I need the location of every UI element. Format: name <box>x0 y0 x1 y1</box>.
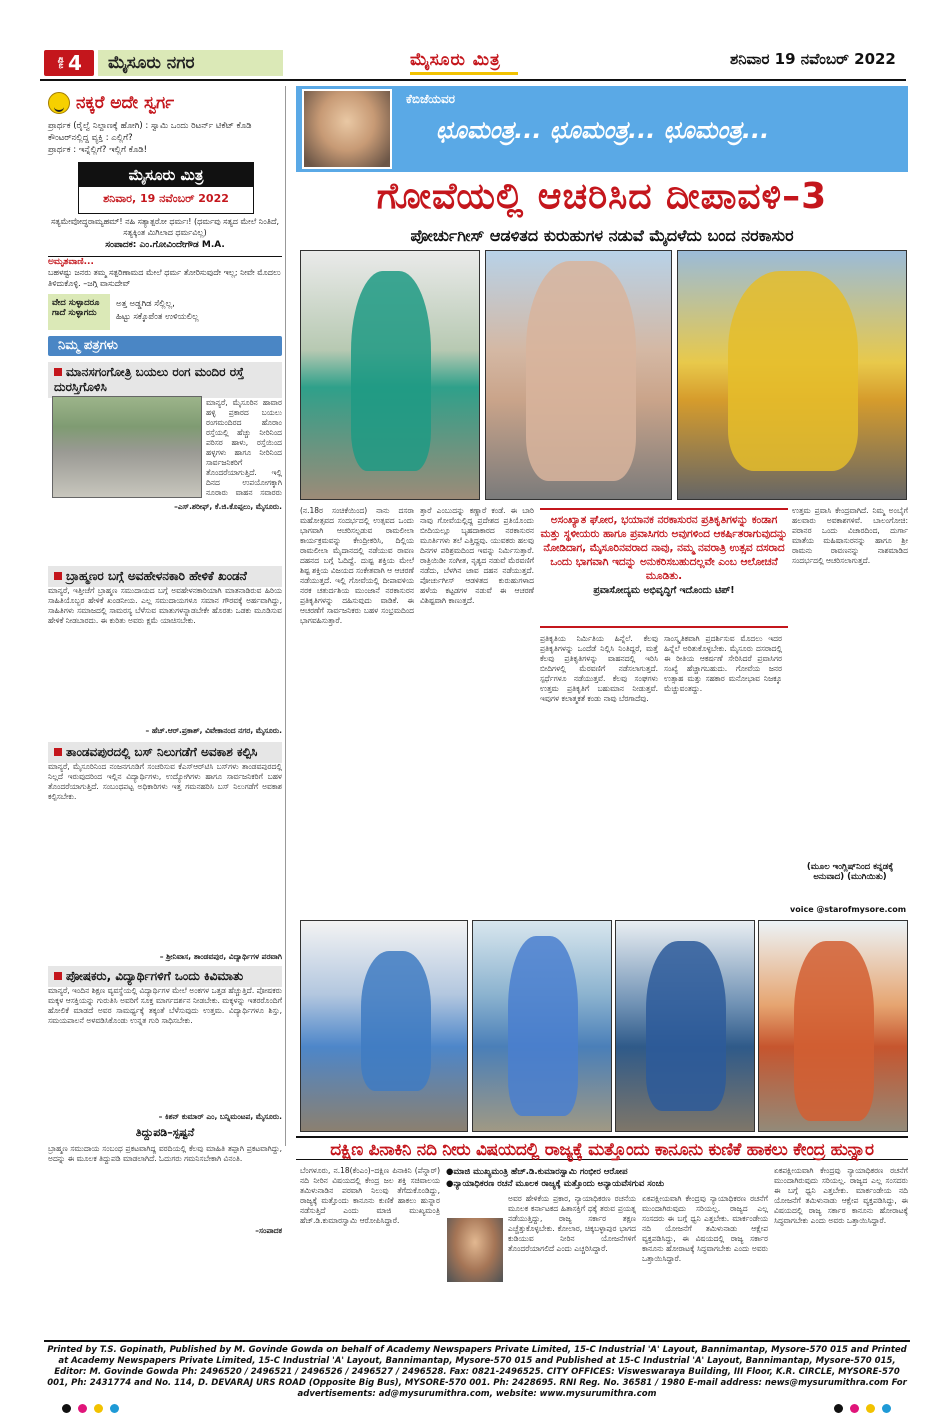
amrutha-vani <box>48 256 282 292</box>
joke-box <box>48 120 282 156</box>
pull-quote-text: ಅಸಂಖ್ಯಾತ ಘೋರ, ಭಯಾನಕ ನರಕಾಸುರನ ಪ್ರತಿಕೃತಿಗಳನ್ನು ಕಂಡಾಗ ಮತ್ತು ಸ್ಥಳೀಯರು ಹಾಗೂ ಪ್ರವಾಸಿಗರು ಅವುಗಳಿಂದ ಆಕರ್ಷಿತರಾಗುವುದನ್ನು ನೋಡಿದಾಗ, ಮೈಸೂರಿನವರಾದ ನಾವು, ನಮ್ಮ ನವರಾತ್ರಿ ಉತ್ಸವ ದಸರಾದ ಒಂದು ಭಾಗವಾಗಿ ಇದನ್ನು ಅನುಕರಿಸಬಹುದಲ್ಲವೇ ಎಂಬ ಆಲೋಚನೆ ಮೂಡಿತು. <box>540 514 788 582</box>
mitra-logo: ಮೈಸೂರು ಮಿತ್ರ <box>79 163 253 187</box>
bottom-subheads <box>446 1166 768 1190</box>
header-rule <box>40 79 906 81</box>
issue-date: ಶನಿವಾರ 19 ನವೆಂಬರ್ 2022 <box>730 50 896 68</box>
letter-body: ಮಾನ್ಯರೆ, ಮೈಸೂರಿನ ಹಾವಾರ ಹಳ್ಳಿ ಪ್ರಕಾರದ ಬಯಲು ರಂಗಮಂದಿರದ ಹೊರಾಂ ರಸ್ತೆಯಲ್ಲಿ ಹೆಚ್ಚು ನೀರಿನಿಂದ ಪರಿಸರ ಹಾಳು, ರಸ್ತೆಯಿಂದ ಹಳ್ಳಗಳು ಹಾಗೂ ನೀರಿನಿಂದ ಸಾರ್ವಜನಿಕರಿಗೆ ತೊಂದರೆಯಾಗುತ್ತಿದೆ. ಇಲ್ಲಿ ದಿನದ ಉಪಯೋಗಕ್ಕಾಗಿ ನೂರಾರು ವಾಹನ ಸವಾರರು <box>206 398 282 497</box>
effigy-photo-4 <box>300 920 468 1132</box>
pull-quote <box>540 508 788 628</box>
mitra-logo-box <box>78 162 254 214</box>
correction-body: ಬ್ರಾಹ್ಮಣ ಸಮುದಾಯ ಸಂಬಂಧ ಪ್ರಕಟವಾಗಿದ್ದ ವರದಿಯಲ್ಲಿ ಕೆಲವು ಮಾಹಿತಿ ತಪ್ಪಾಗಿ ಪ್ರಕಟವಾಗಿದ್ದು, ಅದನ್ನು ಈ ಮೂಲಕ ತಿದ್ದುಪಡಿ ಮಾಡಲಾಗಿದೆ. ಓದುಗರು ಗಮನಿಸಬೇಕಾಗಿ ವಿನಂತಿ. <box>48 1144 282 1163</box>
article-column-2: ತ್ತಾರೆ ಎಂಬುದನ್ನು ಕಣ್ಣಾರೆ ಕಂಡೆ. ಈ ಬಾರಿ ನಾವು ಗೋವೆಯಲ್ಲಿದ್ದ ಪ್ರದೇಶದ ಪ್ರತಿಯೊಂದು ಬೀದಿಯಲ್ಲೂ ಬೃಹದಾಕಾರದ ನರಕಾಸುರನ ಮೂರ್ತಿಗಳು ತಲೆ ಎತ್ತಿದ್ದವು. ಯುವಕರು ಹಲವು ದಿನಗಳ ಪರಿಶ್ರಮದಿಂದ ಇವನ್ನು ನಿರ್ಮಿಸುತ್ತಾರೆ. ರಾತ್ರಿಯಿಡೀ ಸಂಗೀತ, ನೃತ್ಯದ ನಡುವೆ ಮೆರವಣಿಗೆ ನಡೆದು, ಬೆಳಗಿನ ಜಾವ ದಹನ ನಡೆಯುತ್ತದೆ. ಪೋರ್ಚುಗೀಸ್ ಆಡಳಿತದ ಕುರುಹುಗಳಾದ ಹಳೆಯ ಕಟ್ಟಡಗಳ ನಡುವೆ ಈ ಆಚರಣೆ ವಿಶಿಷ್ಟವಾಗಿ ಕಾಣುತ್ತದೆ. <box>420 506 534 605</box>
mitra-date: ಶನಿವಾರ, 19 ನವೆಂಬರ್ 2022 <box>103 192 229 205</box>
imprint: Printed by T.S. Gopinath, Published by M. Govinde Gowda on behalf of Academy Newspapers Private Limited, 15-C Industrial 'A' Layout, Bannimantap, Mysore-570 015 and Printed at Academy Newspapers Private Limited, 15-C Industrial 'A' Layout, Bannimantap, Mysore-570 015 and Published at 15-C Industrial 'A' Layout, Bannimantap, Mysore-570 015, Editor: M. Govinde Gowda Ph: 2496520 / 2496521 / 2496526 / 2496527 / 2496528. Fax: 0821-2496525. CITY OFFICES: Visweswaraya Building, III Floor, K.R. CIRCLE, MYSORE-570 001, Ph: 2431774 and No. 114, D. DEVARAJ URS ROAD (Opposite Big Bus), MYSORE-570 001. Ph: 2428695. RNI Reg. No. 36581 / 1980 E-mail address: news@mysurumithra.com For advertisements: ad@mysurumithra.com, website: www.mysurumithra.com <box>44 1340 910 1400</box>
letter-title-text: ಪೋಷಕರು, ವಿದ್ಯಾರ್ಥಿಗಳಿಗೆ ಒಂದು ಕಿವಿಮಾತು <box>66 969 244 983</box>
column-banner <box>296 86 908 172</box>
narakasura-photo-1 <box>300 250 480 500</box>
joke-line: ಪ್ರಾರ್ಥಕ : ಇನ್ನೆಲ್ಲಿಗೆ? ಇಲ್ಲಿಗೆ ಕೊಡಿ! <box>48 145 148 155</box>
bottom-headline: ದಕ್ಷಿಣ ಪಿನಾಕಿನಿ ನದಿ ನೀರು ವಿಷಯದಲ್ಲಿ ರಾಜ್ಯಕ್ಕೆ ಮತ್ತೊಂದು ಕಾನೂನು ಕುಣಿಕೆ ಹಾಕಲು ಕೇಂದ್ರ ಹುನ್ನಾರ <box>296 1136 908 1160</box>
column-title: ಛೂಮಂತ್ರ... ಛೂಮಂತ್ರ... ಛೂಮಂತ್ರ... <box>436 116 770 144</box>
columnist-portrait <box>302 89 392 169</box>
correction-signature: –ಸಂಪಾದಕ <box>255 1226 282 1235</box>
letter-title-text: ಮಾನಸಗಂಗೋತ್ರಿ ಬಯಲು ರಂಗ ಮಂದಿರ ರಸ್ತೆ ದುರಸ್ತಿಗೊಳಿಸಿ <box>54 365 244 394</box>
article-column-1: (ನ.18ರ ಸಂಚಿಕೆಯಿಂದ) ನಾನು ದಸರಾ ಮಹೋತ್ಸವದ ಸಂದರ್ಭದಲ್ಲಿ ಉತ್ಸವದ ಒಂದು ಭಾಗವಾಗಿ ಆಚರಿಸಲ್ಪಡುವ ರಾಮಲೀಲಾ ಕಾರ್ಯಕ್ರಮವನ್ನು ಕೇಂದ್ರೀಕರಿಸಿ, ದಿಲ್ಲಿಯ ರಾಮಲೀಲಾ ಮೈದಾನದಲ್ಲಿ ನಡೆಯುವ ರಾವಣ ದಹನದ ಬಗ್ಗೆ ಓದಿದ್ದೆ. ದುಷ್ಟ ಶಕ್ತಿಯ ಮೇಲೆ ಶಿಷ್ಟ ಶಕ್ತಿಯ ವಿಜಯದ ಸಂಕೇತವಾಗಿ ಆ ಆಚರಣೆ ನಡೆಯುತ್ತದೆ. ಇಲ್ಲಿ ಗೋವೆಯಲ್ಲಿ ದೀಪಾವಳಿಯ ನರಕ ಚತುರ್ದಶಿಯ ಮುಂಜಾನೆ ನರಕಾಸುರನ ಪ್ರತಿಕೃತಿಗಳನ್ನು ದಹಿಸುವುದು ವಾಡಿಕೆ. ಈ ಆಚರಣೆಗೆ ಸಾರ್ವಜನಿಕರು ಬಹಳ ಸಂಭ್ರಮದಿಂದ ಭಾಗವಹಿಸುತ್ತಾರೆ. <box>300 506 414 625</box>
pull-quote-tip: ಪ್ರವಾಸೋದ್ಯಮ ಅಭಿವೃದ್ಧಿಗೆ ಇದೊಂದು ಟಿಪ್! <box>593 585 735 596</box>
registration-marks-left <box>62 1404 119 1413</box>
main-headline: ಗೋವೆಯಲ್ಲಿ ಆಚರಿಸಿದ ದೀಪಾವಳಿ–3 <box>376 176 828 217</box>
letter-title <box>48 966 282 987</box>
bottom-column-1: ಬೆಂಗಳೂರು, ನ.18(ಕೆಂಎಂ)–ದಕ್ಷಿಣ ಪಿನಾಕಿನಿ (ಪೆನ್ನಾರ್) ನದಿ ನೀರಿನ ವಿಷಯದಲ್ಲಿ ಕೇಂದ್ರ ಜಲ ಶಕ್ತಿ ಸಚಿವಾಲಯ ತಮಿಳುನಾಡಿನ ಪರವಾಗಿ ನಿಲುವು ತೆಗೆದುಕೊಂಡಿದ್ದು, ರಾಜ್ಯಕ್ಕೆ ಮತ್ತೊಂದು ಕಾನೂನು ಕುಣಿಕೆ ಹಾಕಲು ಹುನ್ನಾರ ನಡೆಸುತ್ತಿದೆ ಎಂದು ಮಾಜಿ ಮುಖ್ಯಮಂತ್ರಿ ಹೆಚ್.ಡಿ.ಕುಮಾರಸ್ವಾಮಿ ಆರೋಪಿಸಿದ್ದಾರೆ. <box>300 1166 440 1225</box>
letter-title-text: ಬ್ರಾಹ್ಮಣರ ಬಗ್ಗೆ ಅವಹೇಳನಕಾರಿ ಹೇಳಿಕೆ ಖಂಡನೆ <box>66 569 247 583</box>
smiley-icon <box>48 92 70 114</box>
narakasura-photo-3 <box>677 250 907 500</box>
letter-signature: – ಶ್ರೀನಿವಾಸ, ತಾಂಡವಪುರ, ವಿದ್ಯಾರ್ಥಿಗಳ ಪರವಾಗಿ <box>159 952 282 961</box>
masthead-underline <box>410 72 518 75</box>
sub-headline: ಪೋರ್ಚುಗೀಸ್ ಆಡಳಿತದ ಕುರುಹುಗಳ ನಡುವೆ ಮೈದಳೆದು ಬಂದ ನರಕಾಸುರ <box>410 226 794 245</box>
page-number: 4 <box>68 51 82 75</box>
proverb-line: ಹಿಟ್ಟು ಸಕ್ಕೊಪೆಂತ ಉಳಿಯಲಿಲ್ಲ <box>116 312 199 322</box>
letter-signature: –ಎಸ್.ಶರೀಫ್, ಕೆ.ಜಿ.ಕೊಪ್ಪಲು, ಮೈಸೂರು. <box>174 502 282 511</box>
page-number-badge <box>44 50 94 76</box>
letter-signature: – ಕಿಶನ್ ಕುಮಾರ್ ಎಂ, ಬನ್ನಿಮಂಟಪ, ಮೈಸೂರು. <box>158 1112 282 1121</box>
proverb-label: ವೇದ ಸುಳ್ಳಾದರೂ ಗಾದೆ ಸುಳ್ಳಾಗದು <box>48 294 110 330</box>
bottom-subhead: ●ನ್ಯಾಯಾಧಿಕರಣ ರಚನೆ ಮೂಲಕ ರಾಜ್ಯಕ್ಕೆ ಮತ್ತೊಂದು ಅನ್ಯಾಯವೆಸಗುವ ಸಂಚು <box>446 1179 665 1189</box>
page-label: ಪುಟ <box>57 57 67 69</box>
bottom-column-3: ಏಕಪಕ್ಷೀಯವಾಗಿ ಕೇಂದ್ರವು ನ್ಯಾಯಾಧಿಕರಣ ರಚನೆಗೆ ಮುಂದಾಗಿರುವುದು ಸರಿಯಲ್ಲ. ರಾಜ್ಯದ ಎಲ್ಲ ಸಂಸದರು ಈ ಬಗ್ಗೆ ಧ್ವನಿ ಎತ್ತಬೇಕು. ಮಾರ್ಕಂಡೇಯ ನದಿ ಯೋಜನೆಗೆ ತಮಿಳುನಾಡು ಆಕ್ಷೇಪ ವ್ಯಕ್ತಪಡಿಸಿದ್ದು, ಈ ವಿಷಯದಲ್ಲಿ ರಾಜ್ಯ ಸರ್ಕಾರ ಕಾನೂನು ಹೋರಾಟಕ್ಕೆ ಸಿದ್ಧವಾಗಬೇಕು ಎಂದು ಅವರು ಒತ್ತಾಯಿಸಿದ್ದಾರೆ. <box>642 1194 768 1263</box>
letter-body: ಮಾನ್ಯರೆ, ಮೈಸೂರಿನಿಂದ ನಂಜನಗೂಡಿಗೆ ಸಂಚರಿಸುವ ಕೆಎಸ್ಆರ್‌ಟಿಸಿ ಬಸ್‌ಗಳು ತಾಂಡವಪುರದಲ್ಲಿ ನಿಲ್ಲದೆ ಇರುವುದರಿಂದ ಇಲ್ಲಿನ ವಿದ್ಯಾರ್ಥಿಗಳು, ಉದ್ಯೋಗಿಗಳು ಹಾಗೂ ಸಾರ್ವಜನಿಕರಿಗೆ ಬಹಳ ತೊಂದರೆಯಾಗುತ್ತಿದೆ. ಸಂಬಂಧಪಟ್ಟ ಅಧಿಕಾರಿಗಳು ಇತ್ತ ಗಮನಹರಿಸಿ ಬಸ್ ನಿಲುಗಡೆಗೆ ಅವಕಾಶ ಕಲ್ಪಿಸಬೇಕು. <box>48 762 282 801</box>
registration-marks-right <box>834 1404 891 1413</box>
letter-title <box>48 742 282 763</box>
article-column-5: ಉತ್ತಮ ಪ್ರವಾಸಿ ಕೇಂದ್ರವಾಗಿದೆ. ನಿಮ್ಮ ಅಂಬೈಗೆ ಹಲವಾರು ಅವಕಾಶಗಳಿವೆ. ಬಾಲಂಗೋಚಿ: ಪರಾನರ ಒಂದು ವಿಚಾರದಿಂದ, ದುರ್ಗಾ ಮಾತೆಯ ಮಹಿಷಾಸುರನನ್ನು ಹಾಗೂ ಶ್ರೀ ರಾಮನು ರಾವಣನನ್ನು ನಾಶಮಾಡಿದ ಸಂದರ್ಭದಲ್ಲಿ ಆಚರಿಸಲಾಗುತ್ತದೆ. <box>792 506 908 565</box>
letter-body: ಮಾನ್ಯರೆ, ಇತ್ತೀಚೆಗೆ ಬ್ರಾಹ್ಮಣ ಸಮುದಾಯದ ಬಗ್ಗೆ ಅವಹೇಳನಕಾರಿಯಾಗಿ ಮಾತನಾಡಿರುವ ಹಿರಿಯ ಸಾಹಿತಿಯೊಬ್ಬರ ಹೇಳಿಕೆ ಖಂಡನೀಯ. ಎಲ್ಲ ಸಮುದಾಯಗಳೂ ಸಮಾನ ಗೌರವಕ್ಕೆ ಅರ್ಹವಾಗಿದ್ದು, ಸಾಹಿತಿಗಳು ಸಮಾಜದಲ್ಲಿ ಸಾಮರಸ್ಯ ಬೆಳೆಸುವ ಮಾತುಗಳನ್ನಾಡಬೇಕೇ ಹೊರತು ಒಡಕು ಮೂಡಿಸುವ ಹೇಳಿಕೆ ನೀಡಬಾರದು. ಈ ಕುರಿತು ಅವರು ಕ್ಷಮೆ ಯಾಚಿಸಬೇಕು. <box>48 586 282 625</box>
editor-line: ಸಂಪಾದಕ: ಎಂ.ಗೋವಿಂದೇಗೌಡ M.A. <box>105 240 225 250</box>
letter-title <box>48 566 282 587</box>
article-column-4: ಸಾಂಸ್ಕೃತಿಕವಾಗಿ ಪ್ರದರ್ಶಿಸುವ ಮೊದಲು ಇದರ ಹಿನ್ನೆಲೆ ಅರಿತುಕೊಳ್ಳಬೇಕು. ಮೈಸೂರು ದಸರಾದಲ್ಲಿ ಈ ರೀತಿಯ ಆಕರ್ಷಣೆ ಸೇರಿಸಿದರೆ ಪ್ರವಾಸಿಗರ ಸಂಖ್ಯೆ ಹೆಚ್ಚಾಗಬಹುದು. ಗೋವೆಯ ಜನರ ಉತ್ಸಾಹ ಮತ್ತು ಸಹಕಾರ ಮನೋಭಾವ ನಿಜಕ್ಕೂ ಮೆಚ್ಚುವಂತದ್ದು. <box>664 634 782 693</box>
amrutha-text: ಬಹಳಷ್ಟು ಜನರು ತಮ್ಮ ಸತ್ಪರಿಣಾಮದ ಮೇಲೆ ಧರ್ಮ ತೋರಿಸುವುದೇ ಇಲ್ಲ; ನೀವೇ ಮೊದಲು ತಿಳಿದುಕೊಳ್ಳಿ. –ಜಗ್ಗಿ ವಾಸುದೇವ್ <box>48 268 281 288</box>
correction-title: ತಿದ್ದುಪಡಿ–ಸ್ಪಷ್ಟನೆ <box>135 1126 195 1139</box>
politician-photo <box>447 1218 503 1282</box>
nakkare-title: ನಕ್ಕರೆ ಅದೇ ಸ್ವರ್ಗ <box>76 93 175 113</box>
letter-title <box>48 362 282 398</box>
proverb-line: ಅತ್ತ ಅಡ್ಡಗಿಡ ಸೆಲ್ಲಿಲ್ಲ, <box>116 299 175 309</box>
article-column-3: ಪ್ರತಿಕೃತಿಯ ನಿರ್ಮಿತಿಯ ಹಿನ್ನೆಲೆ. ಕೆಲವು ಪ್ರತಿಕೃತಿಗಳನ್ನು ಒಂದೆಡೆ ನಿಲ್ಲಿಸಿ ನಿಂತಿದ್ದರೆ, ಮತ್ತೆ ಕೆಲವು ಪ್ರತಿಕೃತಿಗಳನ್ನು ವಾಹನದಲ್ಲಿ ಇರಿಸಿ ಬೀದಿಗಳಲ್ಲಿ ಮೆರವಣಿಗೆ ನಡೆಸಲಾಗುತ್ತದೆ. ಸ್ಪರ್ಧೆಗಳೂ ನಡೆಯುತ್ತವೆ. ಕೆಲವು ಸಂಘಗಳು ಉತ್ತಮ ಪ್ರತಿಕೃತಿಗೆ ಬಹುಮಾನ ನೀಡುತ್ತವೆ. ಇವುಗಳ ಕಲಾತ್ಮಕತೆ ಕಂಡು ನಾವು ಬೆರಗಾದೆವು. <box>540 634 658 703</box>
amrutha-title: ಅಮೃತವಾಣಿ... <box>48 257 94 267</box>
proverb-box <box>48 294 282 330</box>
bottom-column-4: ಏಕಪಕ್ಷೀಯವಾಗಿ ಕೇಂದ್ರವು ನ್ಯಾಯಾಧಿಕರಣ ರಚನೆಗೆ ಮುಂದಾಗಿರುವುದು ಸರಿಯಲ್ಲ. ರಾಜ್ಯದ ಎಲ್ಲ ಸಂಸದರು ಈ ಬಗ್ಗೆ ಧ್ವನಿ ಎತ್ತಬೇಕು. ಮಾರ್ಕಂಡೇಯ ನದಿ ಯೋಜನೆಗೆ ತಮಿಳುನಾಡು ಆಕ್ಷೇಪ ವ್ಯಕ್ತಪಡಿಸಿದ್ದು, ಈ ವಿಷಯದಲ್ಲಿ ರಾಜ್ಯ ಸರ್ಕಾರ ಕಾನೂನು ಹೋರಾಟಕ್ಕೆ ಸಿದ್ಧವಾಗಬೇಕು ಎಂದು ಅವರು ಒತ್ತಾಯಿಸಿದ್ದಾರೆ. <box>774 1166 908 1225</box>
letters-banner: ನಿಮ್ಮ ಪತ್ರಗಳು <box>48 336 282 356</box>
contact-email: voice @starofmysore.com <box>790 905 907 914</box>
section-title: ಮೈಸೂರು ನಗರ <box>98 50 283 76</box>
byline: (ಮೂಲ ಇಂಗ್ಲಿಷ್‌ನಿಂದ ಕನ್ನಡಕ್ಕೆ ಅನುವಾದ) (ಮುಗಿಯಿತು) <box>806 862 894 882</box>
letter-signature: – ಹೆಚ್.ಆರ್.ಪ್ರಕಾಶ್, ವಿವೇಕಾನಂದ ನಗರ, ಮೈಸೂರು. <box>145 726 282 735</box>
masthead: ಮೈಸೂರು ಮಿತ್ರ <box>410 50 501 70</box>
nakkare-heading <box>48 90 282 116</box>
bottom-column-2: ಅವರ ಹೇಳಿಕೆಯ ಪ್ರಕಾರ, ನ್ಯಾಯಾಧಿಕರಣ ರಚನೆಯ ಮೂಲಕ ಕರ್ನಾಟಕದ ಹಿತಾಸಕ್ತಿಗೆ ಧಕ್ಕೆ ತರುವ ಪ್ರಯತ್ನ ನಡೆಯುತ್ತಿದ್ದು, ರಾಜ್ಯ ಸರ್ಕಾರ ತಕ್ಷಣ ಎಚ್ಚೆತ್ತುಕೊಳ್ಳಬೇಕು. ಕೋಲಾರ, ಚಿಕ್ಕಬಳ್ಳಾಪುರ ಭಾಗದ ಕುಡಿಯುವ ನೀರಿನ ಯೋಜನೆಗಳಿಗೆ ತೊಂದರೆಯಾಗಲಿದೆ ಎಂದು ಎಚ್ಚರಿಸಿದ್ದಾರೆ. <box>508 1194 636 1253</box>
joke-line: ಕೌಂಟರ್‌ನಲ್ಲಿದ್ದ ವ್ಯಕ್ತಿ : ಎಲ್ಲಿಗೆ? <box>48 133 133 143</box>
bottom-subhead: ●ಮಾಜಿ ಮುಖ್ಯಮಂತ್ರಿ ಹೆಚ್.ಡಿ.ಕುಮಾರಸ್ವಾಮಿ ಗಂಭೀರ ಆರೋಪ <box>446 1167 628 1177</box>
effigy-photo-6 <box>615 920 755 1132</box>
column-author: ಕೆಬಿಜೆಯವರ <box>406 92 456 106</box>
effigy-photo-7 <box>758 920 908 1132</box>
proverb-text <box>110 294 282 330</box>
letter-title-text: ತಾಂಡವಪುರದಲ್ಲಿ ಬಸ್ ನಿಲುಗಡೆಗೆ ಅವಕಾಶ ಕಲ್ಪಿಸಿ <box>66 745 258 759</box>
joke-line: ಪ್ರಾರ್ಥಕ (ರೈಲ್ವೆ ನಿಲ್ದಾಣಕ್ಕೆ ಹೋಗಿ) : ಸ್ವಾಮಿ ಒಂದು ರಿಟರ್ನ್ ಟಿಕೆಟ್ ಕೊಡಿ <box>48 121 252 131</box>
road-photo <box>52 396 202 498</box>
effigy-photo-5 <box>472 920 612 1132</box>
tagline: ಸತ್ಯಮೇವೋದ್ಧರಾಮ್ಯಹಮ್! ನಹಿ ಸತ್ಯಾತ್ಪರೋ ಧರ್ಮಃ! (ಧರ್ಮವು ಸತ್ಯದ ಮೇಲೆ ನಿಂತಿದೆ, ಸತ್ಯಕ್ಕಿಂತ ಮಿಗಿಲಾದ ಧರ್ಮವಿಲ್ಲ) <box>50 217 280 237</box>
narakasura-photo-2 <box>485 250 672 500</box>
letter-body: ಮಾನ್ಯರೆ, ಇಂದಿನ ಶಿಕ್ಷಣ ವ್ಯವಸ್ಥೆಯಲ್ಲಿ ವಿದ್ಯಾರ್ಥಿಗಳ ಮೇಲೆ ಅಂಕಗಳ ಒತ್ತಡ ಹೆಚ್ಚುತ್ತಿದೆ. ಪೋಷಕರು ಮಕ್ಕಳ ಆಸಕ್ತಿಯನ್ನು ಗುರುತಿಸಿ ಅವರಿಗೆ ಸೂಕ್ತ ಮಾರ್ಗದರ್ಶನ ನೀಡಬೇಕು. ಮಕ್ಕಳನ್ನು ಇತರರೊಂದಿಗೆ ಹೋಲಿಕೆ ಮಾಡದೆ ಅವರ ಸಾಮರ್ಥ್ಯಕ್ಕೆ ತಕ್ಕಂತೆ ಬೆಳೆಸುವುದು ಉತ್ತಮ. ವಿದ್ಯಾರ್ಥಿಗಳೂ ಶಿಸ್ತು, ಸಮಯಪಾಲನೆ ಅಳವಡಿಸಿಕೊಂಡು ಉನ್ನತ ಗುರಿ ಸಾಧಿಸಬೇಕು. <box>48 986 282 1025</box>
